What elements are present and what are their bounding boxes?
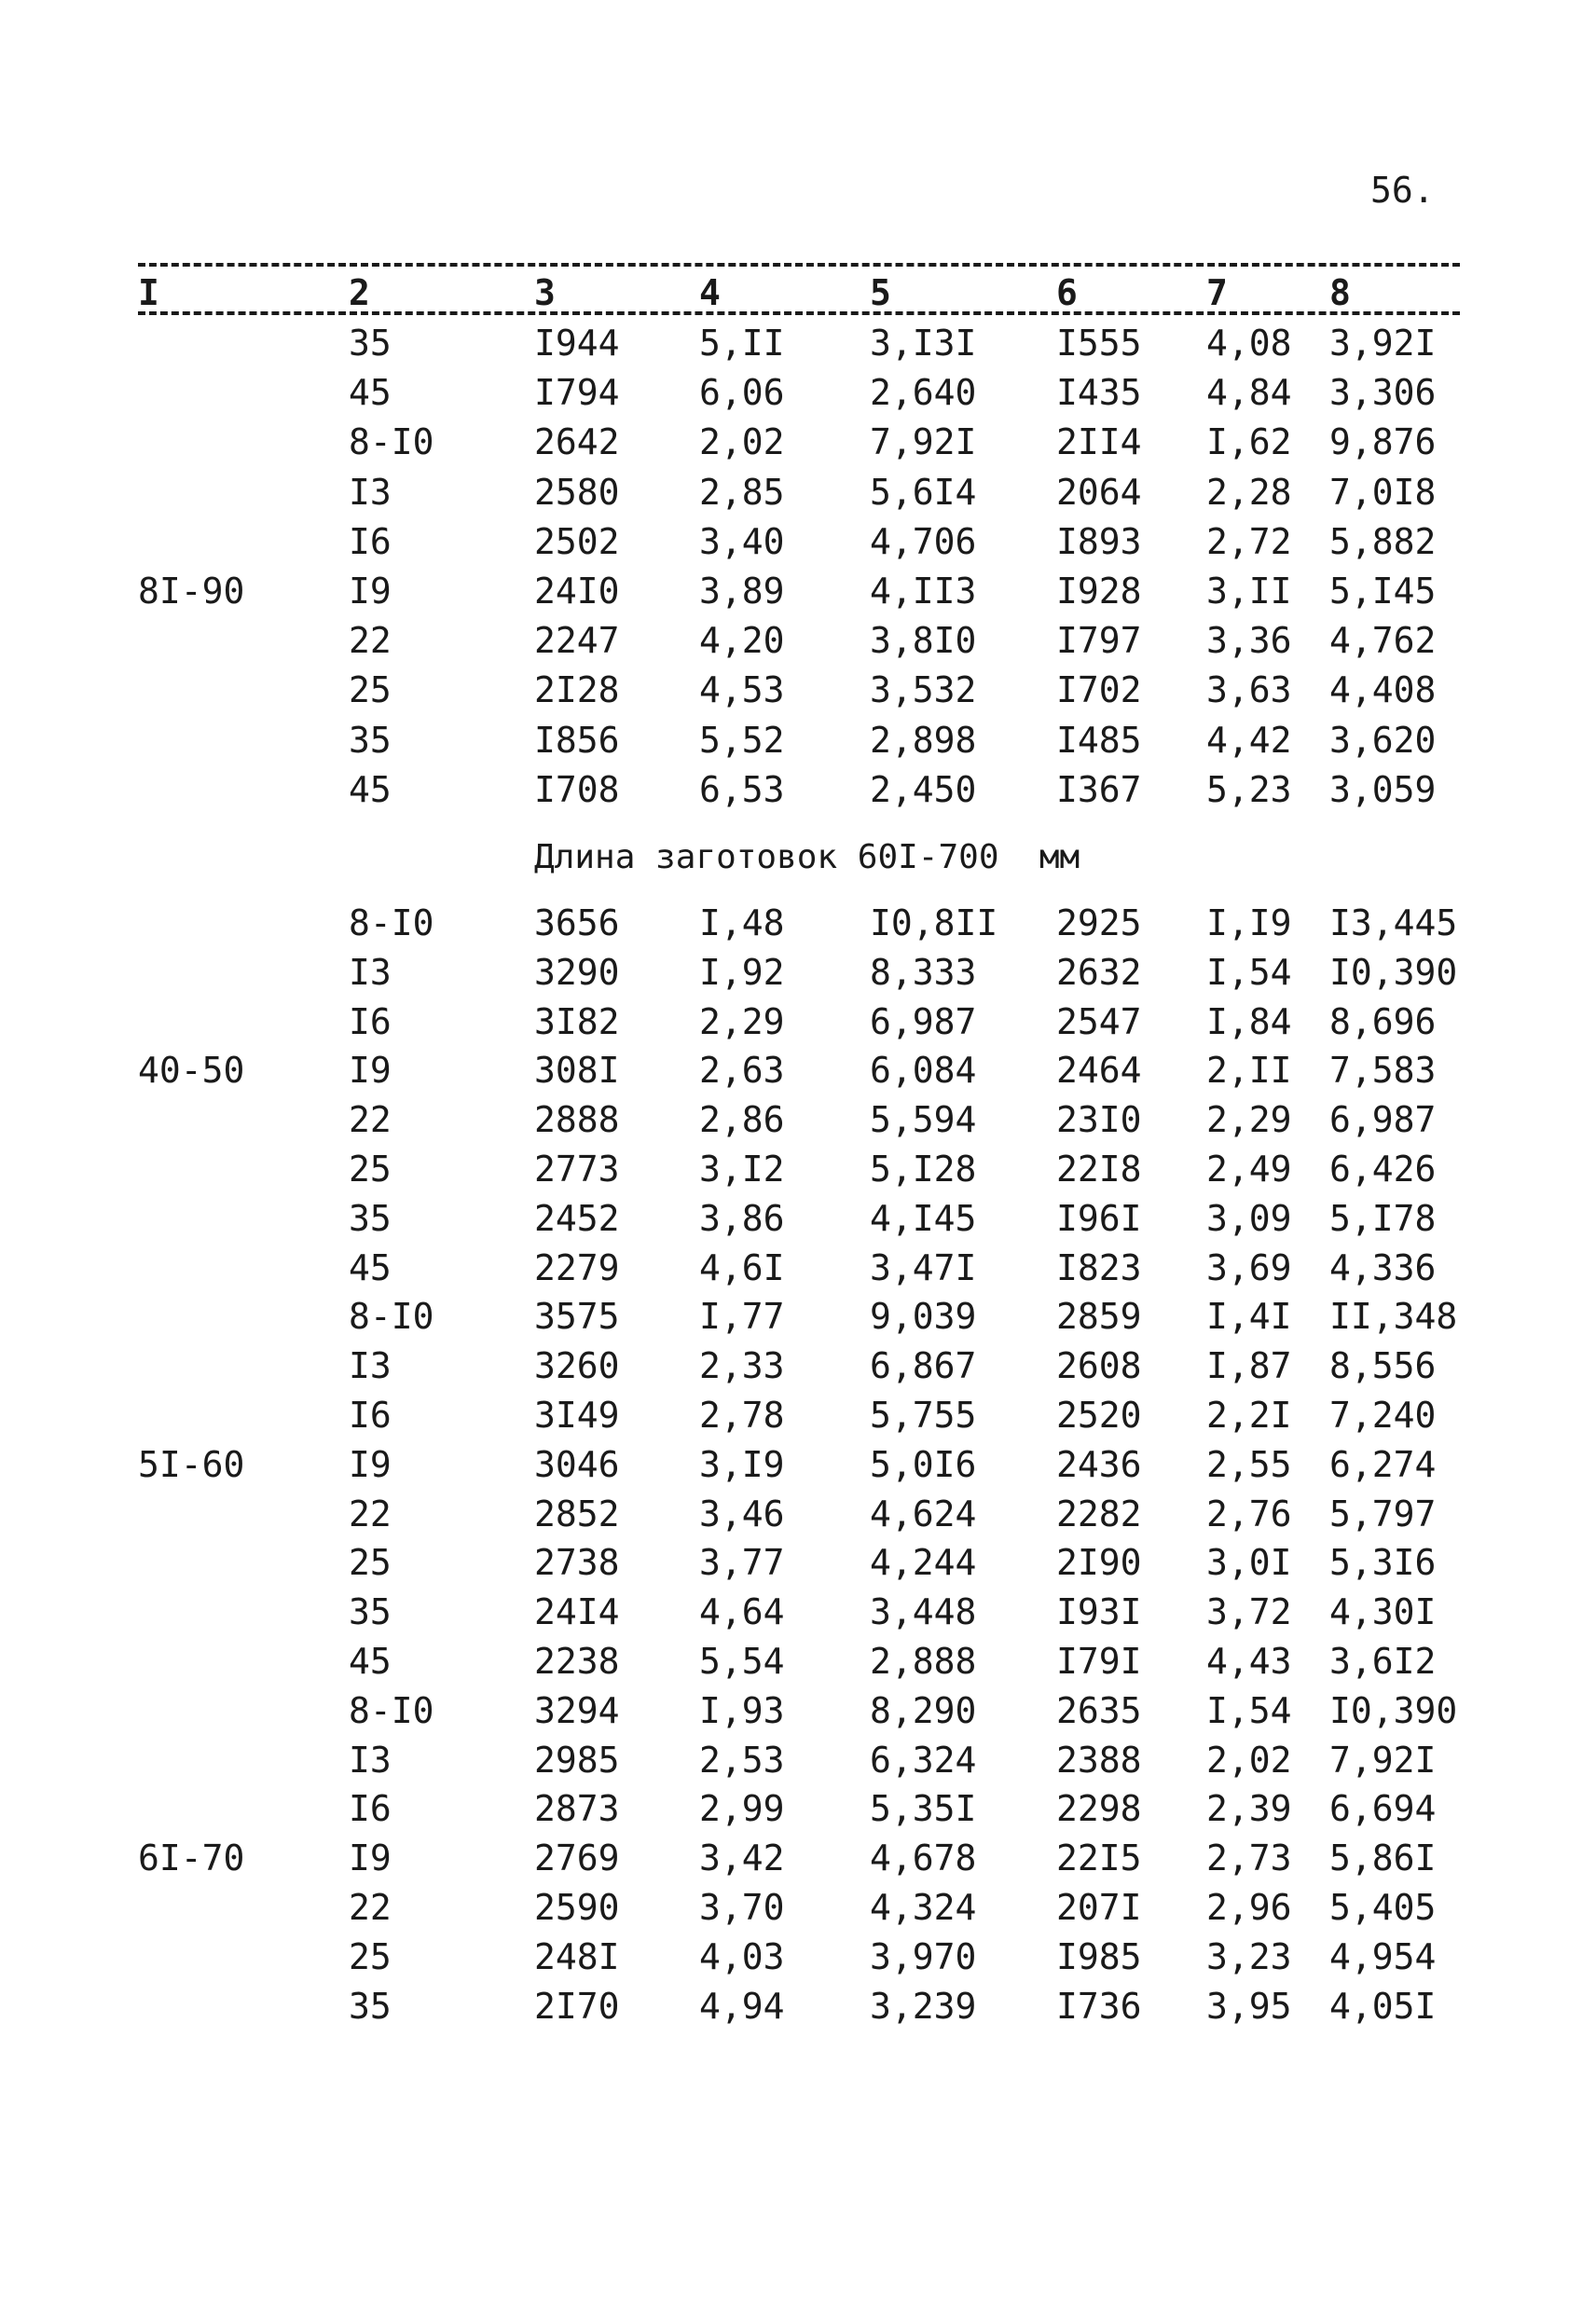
cell-col-5: 3,I3I (870, 323, 977, 364)
cell-col-5: 4,II3 (870, 571, 977, 612)
cell-col-7: 3,95 (1206, 1985, 1292, 2027)
table-row (0, 1292, 1596, 1341)
cell-col-5: 2,898 (870, 719, 977, 761)
cell-col-5: 3,448 (870, 1591, 977, 1633)
cell-col-7: 4,43 (1206, 1641, 1292, 1682)
cell-col-2: 35 (349, 719, 392, 761)
cell-col-6: 22I5 (1056, 1837, 1142, 1879)
table-row (0, 899, 1596, 947)
cell-col-5: 5,I28 (870, 1149, 977, 1190)
cell-col-4: 3,40 (699, 520, 785, 562)
cell-col-8: 5,882 (1329, 520, 1437, 562)
cell-col-4: 3,I2 (699, 1149, 785, 1190)
table-header (0, 272, 1596, 315)
cell-col-6: 2298 (1056, 1788, 1142, 1830)
cell-col-2: 45 (349, 768, 392, 810)
table-row (0, 765, 1596, 814)
cell-col-8: 5,86I (1329, 1837, 1437, 1879)
cell-col-7: 3,72 (1206, 1591, 1292, 1633)
cell-col-2: 25 (349, 1542, 392, 1584)
cell-col-8: 6,987 (1329, 1099, 1437, 1141)
cell-col-6: I823 (1056, 1246, 1142, 1288)
cell-col-4: 3,86 (699, 1197, 785, 1239)
header-top-rule (138, 263, 1460, 267)
cell-col-2: 35 (349, 323, 392, 364)
cell-col-7: I,54 (1206, 951, 1292, 993)
cell-col-8: 8,696 (1329, 1000, 1437, 1042)
cell-col-6: 2436 (1056, 1443, 1142, 1485)
cell-col-5: 3,970 (870, 1935, 977, 1977)
table-row (0, 319, 1596, 367)
cell-col-5: 2,888 (870, 1641, 977, 1682)
cell-col-7: 2,2I (1206, 1395, 1292, 1436)
cell-col-8: 7,583 (1329, 1050, 1437, 1092)
cell-col-7: I,4I (1206, 1296, 1292, 1338)
cell-col-2: 45 (349, 1246, 392, 1288)
cell-col-2: I9 (349, 1443, 392, 1485)
cell-col-4: 4,20 (699, 620, 785, 662)
cell-col-5: 6,867 (870, 1345, 977, 1387)
cell-col-4: 2,33 (699, 1345, 785, 1387)
cell-col-4: I,92 (699, 951, 785, 993)
cell-col-8: 3,059 (1329, 768, 1437, 810)
cell-col-6: I555 (1056, 323, 1142, 364)
cell-col-3: 248I (534, 1935, 620, 1977)
cell-col-3: 3I49 (534, 1395, 620, 1436)
cell-col-5: 5,6I4 (870, 471, 977, 513)
cell-col-7: I,I9 (1206, 902, 1292, 943)
cell-col-8: 3,92I (1329, 323, 1437, 364)
cell-col-8: 3,620 (1329, 719, 1437, 761)
cell-col-2: I6 (349, 1000, 392, 1042)
column-header-8: 8 (1329, 272, 1351, 313)
cell-col-7: 2,49 (1206, 1149, 1292, 1190)
cell-col-6: I985 (1056, 1935, 1142, 1977)
cell-col-5: 6,084 (870, 1050, 977, 1092)
cell-col-3: 2238 (534, 1641, 620, 1682)
cell-col-8: 4,762 (1329, 620, 1437, 662)
cell-col-2: I3 (349, 471, 392, 513)
cell-col-2: 35 (349, 1197, 392, 1239)
cell-col-7: 2,II (1206, 1050, 1292, 1092)
cell-col-7: 3,69 (1206, 1246, 1292, 1288)
cell-col-4: 3,I9 (699, 1443, 785, 1485)
cell-col-8: II,348 (1329, 1296, 1458, 1338)
cell-col-6: I797 (1056, 620, 1142, 662)
cell-col-3: 24I0 (534, 571, 620, 612)
range-label: 5I-60 (138, 1443, 245, 1485)
cell-col-3: 3I82 (534, 1000, 620, 1042)
cell-col-8: 5,797 (1329, 1493, 1437, 1534)
cell-col-7: 2,29 (1206, 1099, 1292, 1141)
cell-col-7: 2,96 (1206, 1887, 1292, 1928)
cell-col-2: 8-I0 (349, 902, 434, 943)
cell-col-8: 8,556 (1329, 1345, 1437, 1387)
cell-col-2: 8-I0 (349, 1689, 434, 1731)
cell-col-5: 3,47I (870, 1246, 977, 1288)
cell-col-8: 6,426 (1329, 1149, 1437, 1190)
cell-col-4: 2,53 (699, 1739, 785, 1781)
cell-col-7: I,62 (1206, 421, 1292, 463)
cell-col-4: 2,63 (699, 1050, 785, 1092)
cell-col-2: 22 (349, 620, 392, 662)
cell-col-7: I,87 (1206, 1345, 1292, 1387)
cell-col-3: 3656 (534, 902, 620, 943)
cell-col-4: I,93 (699, 1689, 785, 1731)
cell-col-8: 5,405 (1329, 1887, 1437, 1928)
cell-col-5: 3,8I0 (870, 620, 977, 662)
cell-col-3: 2738 (534, 1542, 620, 1584)
cell-col-7: 2,76 (1206, 1493, 1292, 1534)
cell-col-7: 3,0I (1206, 1542, 1292, 1584)
table-row (0, 1834, 1596, 1882)
cell-col-6: 2II4 (1056, 421, 1142, 463)
cell-col-4: 5,II (699, 323, 785, 364)
cell-col-7: 3,23 (1206, 1935, 1292, 1977)
cell-col-4: 2,02 (699, 421, 785, 463)
cell-col-2: 35 (349, 1591, 392, 1633)
table-row (0, 1982, 1596, 2030)
cell-col-4: 2,85 (699, 471, 785, 513)
cell-col-8: I3,445 (1329, 902, 1458, 943)
cell-col-8: I0,390 (1329, 1689, 1458, 1731)
cell-col-5: 5,35I (870, 1788, 977, 1830)
cell-col-5: 5,755 (870, 1395, 977, 1436)
cell-col-7: 4,08 (1206, 323, 1292, 364)
cell-col-2: I9 (349, 571, 392, 612)
cell-col-6: I93I (1056, 1591, 1142, 1633)
cell-col-3: I856 (534, 719, 620, 761)
cell-col-8: 9,876 (1329, 421, 1437, 463)
cell-col-4: I,77 (699, 1296, 785, 1338)
cell-col-2: 25 (349, 669, 392, 711)
cell-col-3: 2590 (534, 1887, 620, 1928)
cell-col-5: 8,333 (870, 951, 977, 993)
cell-col-5: 9,039 (870, 1296, 977, 1338)
table-row (0, 1686, 1596, 1735)
page-number: 56. (1370, 170, 1435, 211)
cell-col-5: 6,987 (870, 1000, 977, 1042)
table-row (0, 1342, 1596, 1390)
cell-col-8: 7,240 (1329, 1395, 1437, 1436)
cell-col-6: 2464 (1056, 1050, 1142, 1092)
table-row (0, 948, 1596, 997)
cell-col-3: 2452 (534, 1197, 620, 1239)
cell-col-7: 4,84 (1206, 372, 1292, 414)
cell-col-7: 3,09 (1206, 1197, 1292, 1239)
column-header-5: 5 (870, 272, 891, 313)
cell-col-3: 24I4 (534, 1591, 620, 1633)
cell-col-3: 2873 (534, 1788, 620, 1830)
cell-col-8: 6,694 (1329, 1788, 1437, 1830)
table-row (0, 1588, 1596, 1636)
cell-col-8: 7,0I8 (1329, 471, 1437, 513)
section-subtitle: Длина заготовок 60I-700 мм (534, 838, 1080, 876)
cell-col-3: 2642 (534, 421, 620, 463)
column-header-4: 4 (699, 272, 721, 313)
cell-col-2: 22 (349, 1099, 392, 1141)
cell-col-8: I0,390 (1329, 951, 1458, 993)
table-row (0, 616, 1596, 665)
cell-col-2: I9 (349, 1050, 392, 1092)
cell-col-3: 2769 (534, 1837, 620, 1879)
cell-col-2: 25 (349, 1935, 392, 1977)
cell-col-2: 8-I0 (349, 1296, 434, 1338)
cell-col-5: 3,532 (870, 669, 977, 711)
cell-col-4: 3,42 (699, 1837, 785, 1879)
table-row (0, 1391, 1596, 1439)
cell-col-5: 4,324 (870, 1887, 977, 1928)
cell-col-3: I794 (534, 372, 620, 414)
cell-col-3: 2773 (534, 1149, 620, 1190)
cell-col-7: 2,39 (1206, 1788, 1292, 1830)
cell-col-2: 8-I0 (349, 421, 434, 463)
cell-col-5: 6,324 (870, 1739, 977, 1781)
cell-col-2: 35 (349, 1985, 392, 2027)
cell-col-5: 2,450 (870, 768, 977, 810)
cell-col-6: I485 (1056, 719, 1142, 761)
cell-col-8: 3,6I2 (1329, 1641, 1437, 1682)
cell-col-5: 4,678 (870, 1837, 977, 1879)
table-row (0, 1637, 1596, 1686)
cell-col-5: 2,640 (870, 372, 977, 414)
cell-col-4: I,48 (699, 902, 785, 943)
table-row (0, 1145, 1596, 1193)
cell-col-6: 2520 (1056, 1395, 1142, 1436)
cell-col-6: I736 (1056, 1985, 1142, 2027)
table-row (0, 666, 1596, 714)
cell-col-5: 5,594 (870, 1099, 977, 1141)
cell-col-5: 4,I45 (870, 1197, 977, 1239)
table-row (0, 1538, 1596, 1587)
cell-col-7: 3,36 (1206, 620, 1292, 662)
cell-col-6: 2859 (1056, 1296, 1142, 1338)
cell-col-3: 2I28 (534, 669, 620, 711)
cell-col-6: I79I (1056, 1641, 1142, 1682)
cell-col-7: 2,28 (1206, 471, 1292, 513)
cell-col-4: 4,03 (699, 1935, 785, 1977)
cell-col-2: I3 (349, 1739, 392, 1781)
cell-col-3: I944 (534, 323, 620, 364)
cell-col-4: 6,53 (699, 768, 785, 810)
cell-col-6: 207I (1056, 1887, 1142, 1928)
cell-col-6: 2I90 (1056, 1542, 1142, 1584)
table-row (0, 716, 1596, 764)
cell-col-3: 2580 (534, 471, 620, 513)
cell-col-6: 2282 (1056, 1493, 1142, 1534)
cell-col-8: 4,408 (1329, 669, 1437, 711)
cell-col-6: I702 (1056, 669, 1142, 711)
cell-col-7: 2,02 (1206, 1739, 1292, 1781)
cell-col-8: 5,3I6 (1329, 1542, 1437, 1584)
cell-col-2: 25 (349, 1149, 392, 1190)
cell-col-8: 4,05I (1329, 1985, 1437, 2027)
cell-col-7: 3,63 (1206, 669, 1292, 711)
cell-col-4: 5,52 (699, 719, 785, 761)
column-header-7: 7 (1206, 272, 1228, 313)
table-row (0, 1095, 1596, 1144)
cell-col-5: 3,239 (870, 1985, 977, 2027)
table-row (0, 517, 1596, 566)
cell-col-3: 2247 (534, 620, 620, 662)
cell-col-6: 2925 (1056, 902, 1142, 943)
cell-col-7: I,54 (1206, 1689, 1292, 1731)
cell-col-6: I893 (1056, 520, 1142, 562)
cell-col-3: 3260 (534, 1345, 620, 1387)
cell-col-4: 2,78 (699, 1395, 785, 1436)
cell-col-8: 4,30I (1329, 1591, 1437, 1633)
cell-col-6: 2388 (1056, 1739, 1142, 1781)
cell-col-4: 2,86 (699, 1099, 785, 1141)
table-row (0, 368, 1596, 417)
cell-col-6: I96I (1056, 1197, 1142, 1239)
range-label: 6I-70 (138, 1837, 245, 1879)
cell-col-6: 22I8 (1056, 1149, 1142, 1190)
table-row (0, 998, 1596, 1046)
table-row (0, 1883, 1596, 1932)
range-label: 8I-90 (138, 571, 245, 612)
cell-col-5: 4,706 (870, 520, 977, 562)
cell-col-7: 5,23 (1206, 768, 1292, 810)
table-row (0, 567, 1596, 615)
cell-col-3: 3575 (534, 1296, 620, 1338)
cell-col-4: 2,99 (699, 1788, 785, 1830)
cell-col-5: 7,92I (870, 421, 977, 463)
range-label: 40-50 (138, 1050, 245, 1092)
cell-col-6: 23I0 (1056, 1099, 1142, 1141)
cell-col-5: 5,0I6 (870, 1443, 977, 1485)
cell-col-2: I6 (349, 1788, 392, 1830)
cell-col-2: 45 (349, 1641, 392, 1682)
cell-col-7: I,84 (1206, 1000, 1292, 1042)
column-header-2: 2 (349, 272, 370, 313)
cell-col-2: I3 (349, 1345, 392, 1387)
cell-col-3: 308I (534, 1050, 620, 1092)
table-row (0, 1244, 1596, 1292)
table-row (0, 1490, 1596, 1538)
table-row (0, 468, 1596, 516)
cell-col-3: 3294 (534, 1689, 620, 1731)
cell-col-2: I9 (349, 1837, 392, 1879)
cell-col-6: 2608 (1056, 1345, 1142, 1387)
cell-col-8: 4,336 (1329, 1246, 1437, 1288)
cell-col-4: 4,64 (699, 1591, 785, 1633)
cell-col-4: 2,29 (699, 1000, 785, 1042)
cell-col-8: 6,274 (1329, 1443, 1437, 1485)
cell-col-6: I928 (1056, 571, 1142, 612)
cell-col-8: 3,306 (1329, 372, 1437, 414)
cell-col-5: 4,244 (870, 1542, 977, 1584)
cell-col-8: 5,I78 (1329, 1197, 1437, 1239)
cell-col-7: 2,55 (1206, 1443, 1292, 1485)
cell-col-3: 2I70 (534, 1985, 620, 2027)
cell-col-5: 4,624 (870, 1493, 977, 1534)
cell-col-4: 3,70 (699, 1887, 785, 1928)
cell-col-8: 4,954 (1329, 1935, 1437, 1977)
cell-col-3: 2502 (534, 520, 620, 562)
cell-col-3: I708 (534, 768, 620, 810)
cell-col-6: 2635 (1056, 1689, 1142, 1731)
column-header-1: I (138, 272, 159, 313)
header-bottom-rule (138, 311, 1460, 315)
cell-col-4: 4,94 (699, 1985, 785, 2027)
cell-col-7: 4,42 (1206, 719, 1292, 761)
cell-col-7: 3,II (1206, 571, 1292, 612)
cell-col-3: 2888 (534, 1099, 620, 1141)
cell-col-2: 22 (349, 1493, 392, 1534)
cell-col-5: I0,8II (870, 902, 998, 943)
table-row (0, 1784, 1596, 1833)
cell-col-5: 8,290 (870, 1689, 977, 1731)
table-row (0, 1933, 1596, 1981)
cell-col-6: 2064 (1056, 471, 1142, 513)
cell-col-2: I6 (349, 520, 392, 562)
table-row (0, 1736, 1596, 1784)
cell-col-4: 6,06 (699, 372, 785, 414)
cell-col-3: 2985 (534, 1739, 620, 1781)
cell-col-6: I367 (1056, 768, 1142, 810)
cell-col-2: I3 (349, 951, 392, 993)
cell-col-4: 3,89 (699, 571, 785, 612)
cell-col-3: 2279 (534, 1246, 620, 1288)
cell-col-8: 7,92I (1329, 1739, 1437, 1781)
table-row (0, 1046, 1596, 1094)
cell-col-2: 45 (349, 372, 392, 414)
cell-col-6: I435 (1056, 372, 1142, 414)
cell-col-2: 22 (349, 1887, 392, 1928)
cell-col-4: 3,77 (699, 1542, 785, 1584)
cell-col-6: 2632 (1056, 951, 1142, 993)
cell-col-4: 4,53 (699, 669, 785, 711)
table-row (0, 418, 1596, 466)
cell-col-3: 3290 (534, 951, 620, 993)
cell-col-7: 2,73 (1206, 1837, 1292, 1879)
column-header-6: 6 (1056, 272, 1078, 313)
cell-col-6: 2547 (1056, 1000, 1142, 1042)
cell-col-4: 5,54 (699, 1641, 785, 1682)
cell-col-4: 4,6I (699, 1246, 785, 1288)
cell-col-3: 2852 (534, 1493, 620, 1534)
column-header-3: 3 (534, 272, 556, 313)
table-row (0, 1194, 1596, 1243)
cell-col-3: 3046 (534, 1443, 620, 1485)
table-row (0, 1440, 1596, 1489)
cell-col-4: 3,46 (699, 1493, 785, 1534)
cell-col-8: 5,I45 (1329, 571, 1437, 612)
cell-col-2: I6 (349, 1395, 392, 1436)
cell-col-7: 2,72 (1206, 520, 1292, 562)
